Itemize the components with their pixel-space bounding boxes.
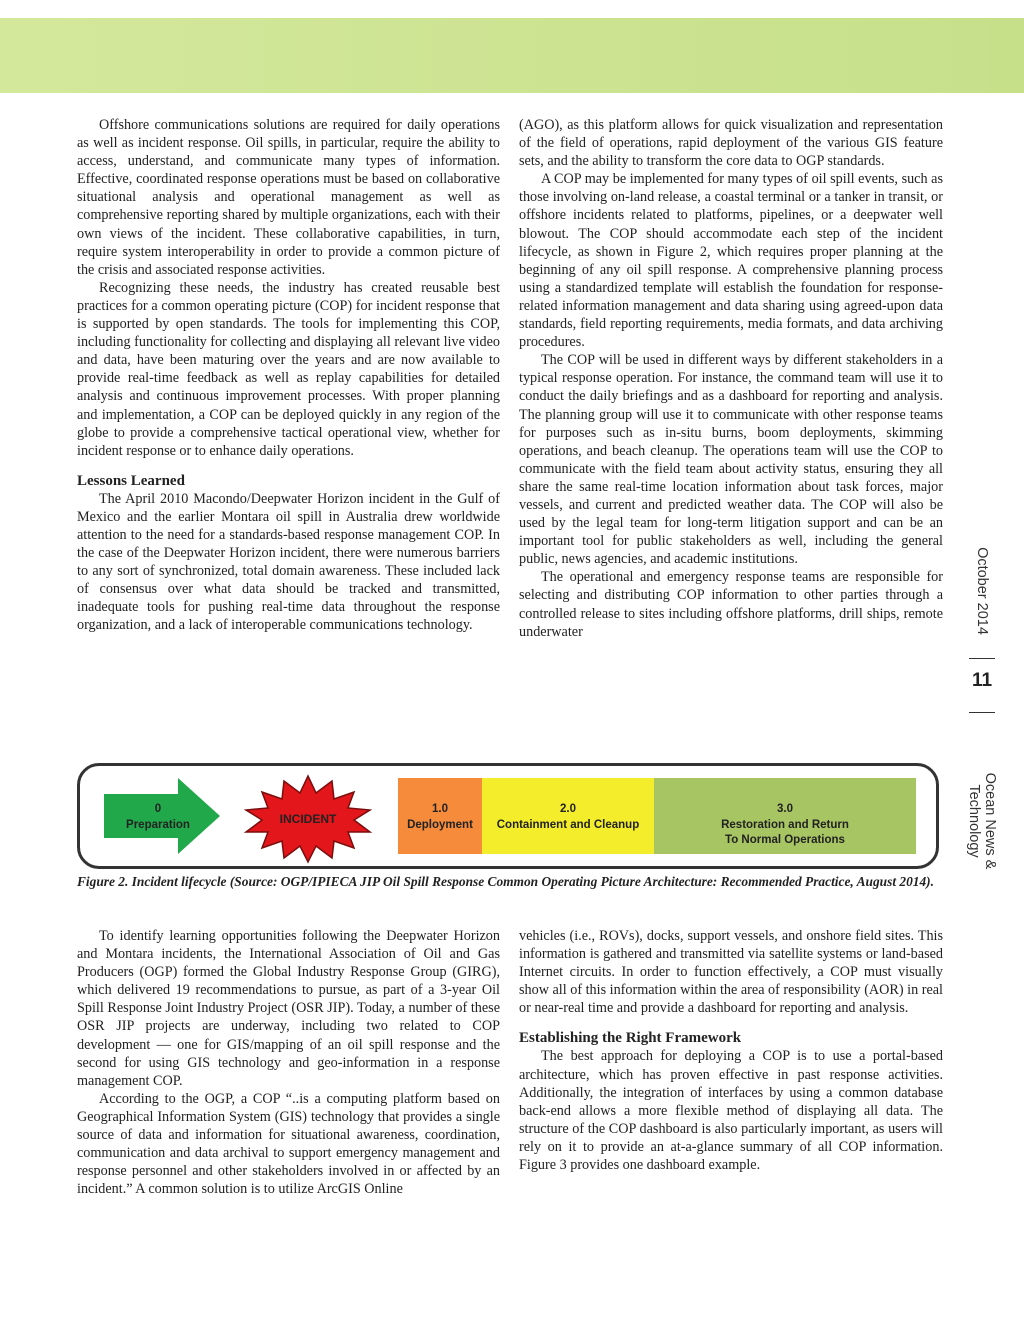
stage2-box (482, 778, 654, 854)
divider (969, 712, 995, 713)
stage3-label-line2: To Normal Operations (725, 834, 845, 846)
page-number: 11 (971, 670, 993, 691)
figure-caption: Figure 2. Incident lifecycle (Source: OGP/IPIECA JIP Oil Spill Response Common Operating Picture Architecture: Recommended Practice, August 2014). (77, 874, 934, 889)
page-sidebar (962, 540, 1002, 920)
column-left-top (77, 116, 500, 635)
column-left-bottom (77, 927, 500, 1198)
section-heading-lessons-learned: Lessons Learned (77, 472, 185, 489)
divider (969, 658, 995, 659)
stage1-label: Deployment (407, 819, 473, 831)
top-color-band (0, 18, 1024, 93)
stage0-label: Preparation (126, 819, 190, 831)
stage2-number: 2.0 (560, 803, 576, 815)
paragraph: To identify learning opportunities following the Deepwater Horizon and Montara incidents, the International Association of Oil and Gas Producers (OGP) formed the Global Industry Response Group (GIRG), which delivered 19 recommendations to pursue, as part of a 3-year Oil Spill Response Joint Industry Project (OSR JIP). Today, a number of these OSR JIP projects are underway, including two related to COP development — one for GIS/mapping of an oil spill response and the second for using GIS technology and geo-information in a response management COP. (77, 928, 500, 1089)
stage3-label-line1: Restoration and Return (721, 819, 849, 831)
issue-date: October 2014 (974, 547, 990, 635)
stage2-label: Containment and Cleanup (496, 819, 640, 831)
column-right-top (519, 116, 943, 641)
paragraph: The best approach for deploying a COP is to use a portal-based architecture, which has proven effective in past response activities. Additionally, the integration of interfaces by using a common database back-end allows a more flexible method of displaying all data. The structure of the COP dashboard is also particularly important, as users will rely on it to provide an at-a-glance summary of all COP information. Figure 3 provides one dashboard example. (519, 1048, 943, 1174)
paragraph: A COP may be implemented for many types of oil spill events, such as those involving on-land release, a coastal terminal or a tanker in transit, or offshore incidents related to platforms, pipelines, or a deepwater well blowout. The COP should accommodate each step of the incident lifecycle, as shown in Figure 2, which requires proper planning at the beginning of any oil spill response. A comprehensive planning process using a standardized template will establish the foundation for response-related information management and data sharing using agreed-upon data standards, field reporting requirements, media formats, and data archiving procedures. (519, 171, 943, 351)
preparation-arrow (104, 778, 220, 854)
incident-lifecycle-figure (77, 763, 939, 869)
column-right-bottom (519, 927, 943, 1174)
section-heading-framework: Establishing the Right Framework (519, 1030, 742, 1047)
paragraph: According to the OGP, a COP “..is a computing platform based on Geographical Information System (GIS) technology that provides a single source of data and information for situational awareness, coordination, communication and data archival to support emergency management and response personnel and other stakeholders involved in or affected by an incident.” A common solution is to utilize ArcGIS Online (77, 1090, 500, 1198)
incident-label: INCIDENT (279, 812, 337, 826)
stage1-number: 1.0 (432, 803, 448, 815)
paragraph: The operational and emergency response teams are responsible for selecting and distributing COP information to other parties through a controlled release to sites including offshore platforms, drill ships, remote underwater (519, 569, 943, 640)
stage0-number: 0 (154, 803, 162, 815)
stage3-number: 3.0 (777, 803, 793, 815)
paragraph: vehicles (i.e., ROVs), docks, support vessels, and onshore field sites. This information is gathered and transmitted via satellite systems or land-based Internet circuits. In order to function effectively, a COP must visually show all of this information within the area of responsibility (AOR) in real or near-real time and provide a dashboard for reporting and analysis. (519, 928, 943, 1017)
paragraph: Offshore communications solutions are required for daily operations as well as incident response. Oil spills, in particular, require the ability to access, understand, and communicate many types of information. Effective, coordinated response operations must be based on collaborative situational analysis and operational management as well as comprehensive reporting shared by multiple organizations, each with their own views of the incident. These collaborative capabilities, in turn, require system interoperability in order to provide a common picture of the crisis and associated response activities. (77, 117, 500, 278)
paragraph: The April 2010 Macondo/Deepwater Horizon incident in the Gulf of Mexico and the earlier Montara oil spill in Australia drew worldwide attention to the need for a standards-based response management COP. In the case of the Deepwater Horizon incident, there were numerous barriers to any sort of synchronized, total domain awareness. These included lack of consensus over what data should be tracked and transmitted, inadequate tools for pushing real-time data throughout the response organization, and a lack of interoperable communications technology. (77, 490, 500, 634)
paragraph: Recognizing these needs, the industry has created reusable best practices for a common operating picture (COP) for incident response that is supported by open standards. The tools for implementing this COP, including functionality for collecting and displaying all relevant live video and data, have been maturing over the years and are now available to provide real-time feedback as well as replay capabilities for detailed analysis and continuous improvement processes. With proper planning and implementation, a COP can be deployed quickly in any region of the globe to provide a comprehensive tactical operational view, whether for incident response or to enhance daily operations. (77, 279, 500, 459)
lifecycle-diagram (80, 766, 936, 866)
paragraph: (AGO), as this platform allows for quick visualization and representation of the field of operations, rapid deployment of the various GIS feature sets, and the ability to transform the core data to OGP standards. (519, 117, 943, 170)
stage1-box (398, 778, 482, 854)
paragraph: The COP will be used in different ways by different stakeholders in a typical response operation. For instance, the command team will use it to conduct the daily briefings and as a dashboard for reporting and analysis. The planning group will use it to communicate with other response teams for purposes such as in-situ burns, boom deployments, skimming operations, and beach cleanup. The operations team will use the COP to communicate with the field team about activity status, ensuring they all share the same real-time location information about task forces, major vessels, and current and predicted weather data. The COP will also be used by the legal team for long-term litigation support and can be an important tool for public stakeholders as well, including the general public, news agencies, and academic institutions. (519, 352, 943, 568)
publication-name: Ocean News & Technology (966, 772, 998, 870)
